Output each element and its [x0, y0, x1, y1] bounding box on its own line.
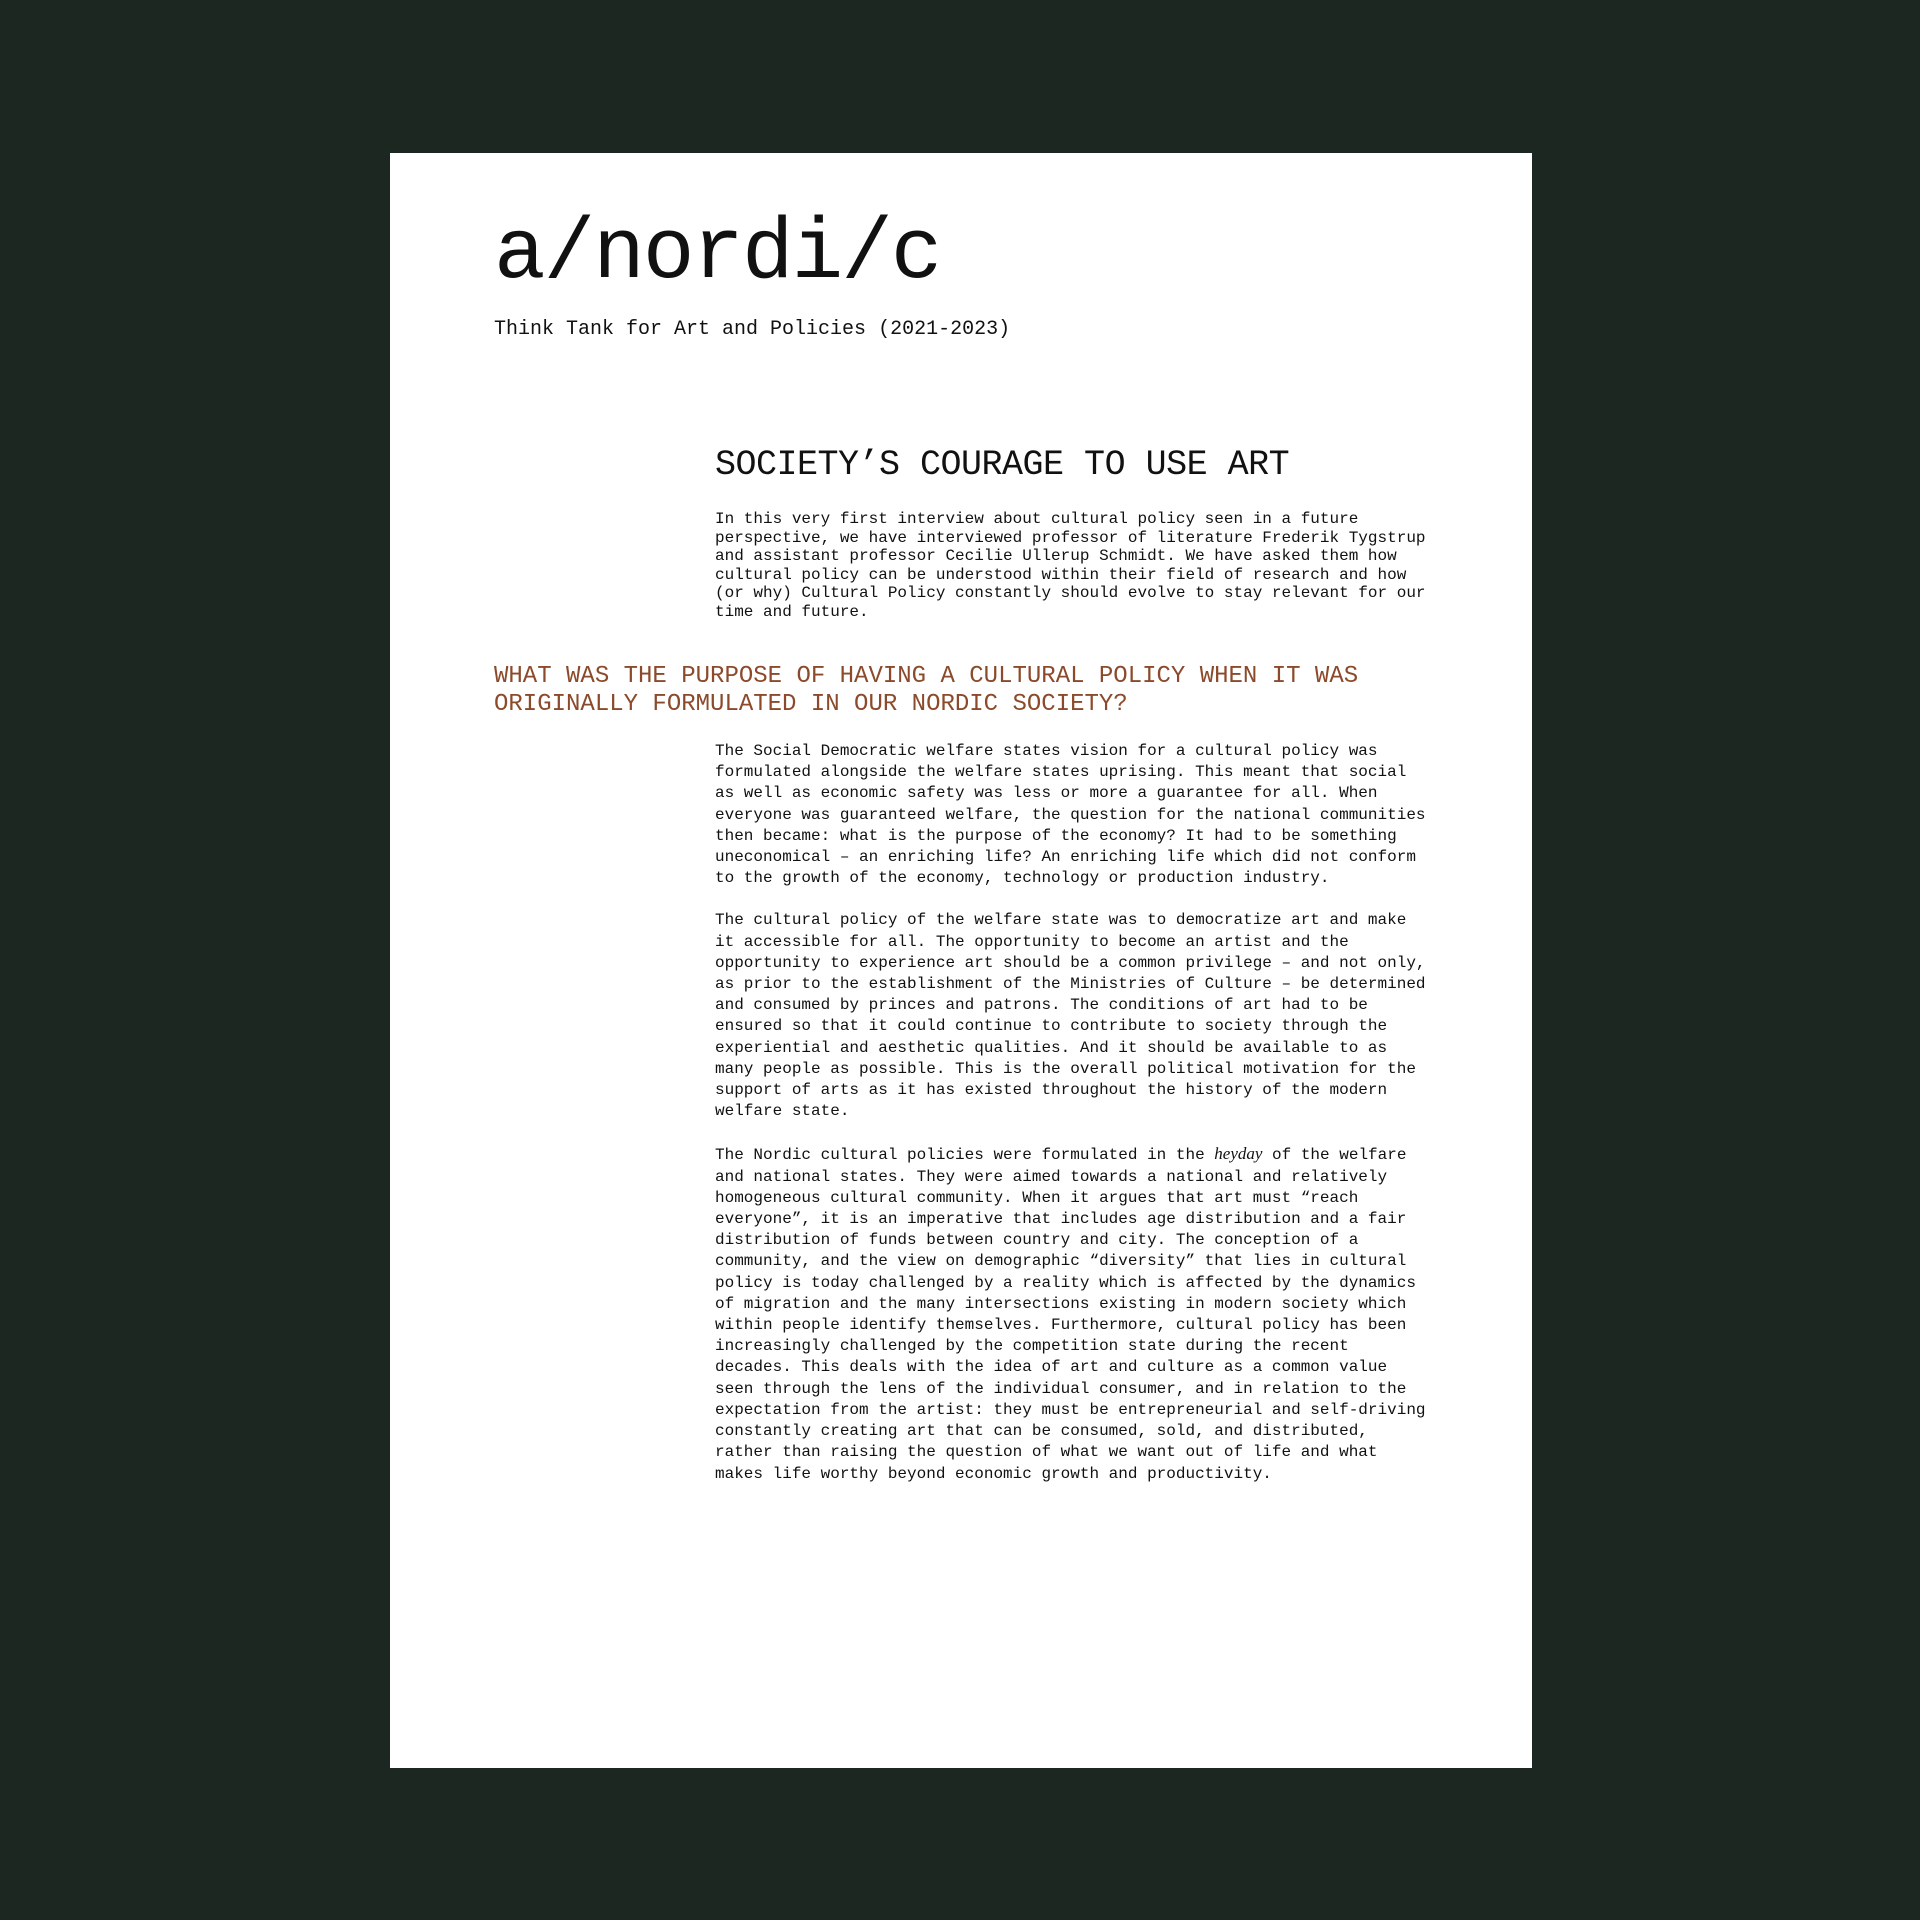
- emphasis-heyday: heyday: [1214, 1144, 1263, 1164]
- answer-paragraph-3: [715, 1143, 1435, 1484]
- paragraph-3-end: of the welfare and national states. They were aimed towards a national and relatively homogeneous cultural community. When it argues that art must “reach everyone”, it is an imperative that includes age distribution and a fair distribution of funds between country and city. The conception of a community, and the view on demographic “diversity” that lies in cultural policy is today challenged by a reality which is affected by the dynamics of migration and the many intersections existing in modern society which within people identify themselves. Furthermore, cultural policy has been increasingly challenged by the competition state during the recent decades. This deals with the idea of art and culture as a common value seen through the lens of the individual consumer, and in relation to the expectation from the artist: they must be entrepreneurial and self-driving constantly creating art that can be consumed, sold, and distributed, rather than raising the question of what we want out of life and what makes life worthy beyond economic growth and productivity.: [715, 1146, 1426, 1483]
- answer-paragraph-1: The Social Democratic welfare states vision for a cultural policy was formulated alongside the welfare states uprising. This meant that social as well as economic safety was less or more a guarantee for all. When everyone was guaranteed welfare, the question for the national communities then became: what is the purpose of the economy? It had to be something uneconomical – an enriching life? An enriching life which did not conform to the growth of the economy, technology or production industry.: [715, 742, 1426, 888]
- interview-answer: [715, 741, 1435, 1506]
- tagline: Think Tank for Art and Policies (2021-2023): [494, 318, 1011, 341]
- paragraph-3-start: The Nordic cultural policies were formulated in the: [715, 1146, 1215, 1165]
- article-intro: In this very first interview about cultural policy seen in a future perspective, we have interviewed professor of literature Frederik Tygstrup and assistant professor Cecilie Ullerup Schmidt. We have asked them how cultural policy can be understood within their field of research and how (or why) Cultural Policy constantly should evolve to stay relevant for our time and future.: [715, 510, 1426, 621]
- logo: a/nordi/c: [494, 205, 941, 303]
- article-title: SOCIETY’S COURAGE TO USE ART: [715, 445, 1290, 485]
- document-page: [390, 153, 1532, 1768]
- interview-question: WHAT WAS THE PURPOSE OF HAVING A CULTURAL POLICY WHEN IT WAS ORIGINALLY FORMULATED IN OUR NORDIC SOCIETY?: [494, 663, 1359, 718]
- answer-paragraph-2: The cultural policy of the welfare state was to democratize art and make it accessible for all. The opportunity to become an artist and the opportunity to experience art should be a common privilege – and not only, as prior to the establishment of the Ministries of Culture – be determined and consumed by princes and patrons. The conditions of art had to be ensured so that it could continue to contribute to society through the experiential and aesthetic qualities. And it should be available to as many people as possible. This is the overall political motivation for the support of arts as it has existed throughout the history of the modern welfare state.: [715, 911, 1426, 1121]
